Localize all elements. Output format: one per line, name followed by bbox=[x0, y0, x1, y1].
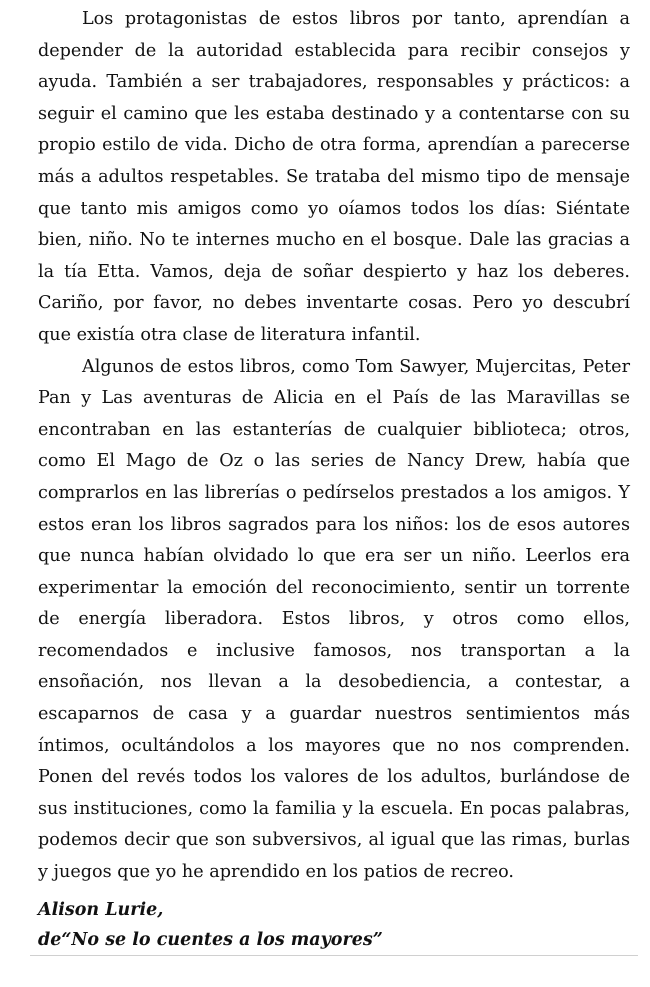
author-name: Alison Lurie, bbox=[38, 900, 164, 920]
signature-block bbox=[38, 895, 383, 955]
bottom-divider bbox=[30, 955, 638, 956]
book-source: de“No se lo cuentes a los mayores” bbox=[38, 930, 383, 950]
paragraph-2: Algunos de estos libros, como Tom Sawyer, Mujercitas, Peter Pan y Las aventuras de Alicia en el País de las Maravillas se encontraban en las estanterías de cualquier biblioteca; otros, como El Mago de Oz o las series de Nancy Drew, había que comprarlos en las librerías o pedírselos prestados a los amigos. Y estos eran los libros sagrados para los niños: los de esos autores que nunca habían olvidado lo que era ser un niño. Leerlos era experimentar la emoción del reconocimiento, sentir un torrente de energía liberadora. Estos libros, y otros como ellos, recomendados e inclusive famosos, nos transportan a la ensoñación, nos llevan a la desobediencia, a contestar, a escaparnos de casa y a guardar nuestros sentimientos más íntimos, ocultándolos a los mayores que no nos comprenden. Ponen del revés todos los valores de los adultos, burlándose de sus instituciones, como la familia y la escuela. En pocas palabras, podemos decir que son subversivos, al igual que las rimas, burlas y juegos que yo he aprendido en los patios de recreo. bbox=[38, 356, 630, 883]
paragraph-1: Los protagonistas de estos libros por tanto, aprendían a depender de la autoridad establecida para recibir consejos y ayuda. También a ser trabajadores, responsables y prácticos: a seguir el camino que les estaba destinado y a contentarse con su propio estilo de vida. Dicho de otra forma, aprendían a parecerse más a adultos respetables. Se trataba del mismo tipo de mensaje que tanto mis amigos como yo oíamos todos los días: Siéntate bien, niño. No te internes mucho en el bosque. Dale las gracias a la tía Etta. Vamos, deja de soñar despierto y haz los deberes. Cariño, por favor, no debes inventarte cosas. Pero yo descubrí que existía otra clase de literatura infantil. bbox=[38, 9, 630, 345]
document-body bbox=[38, 4, 630, 889]
